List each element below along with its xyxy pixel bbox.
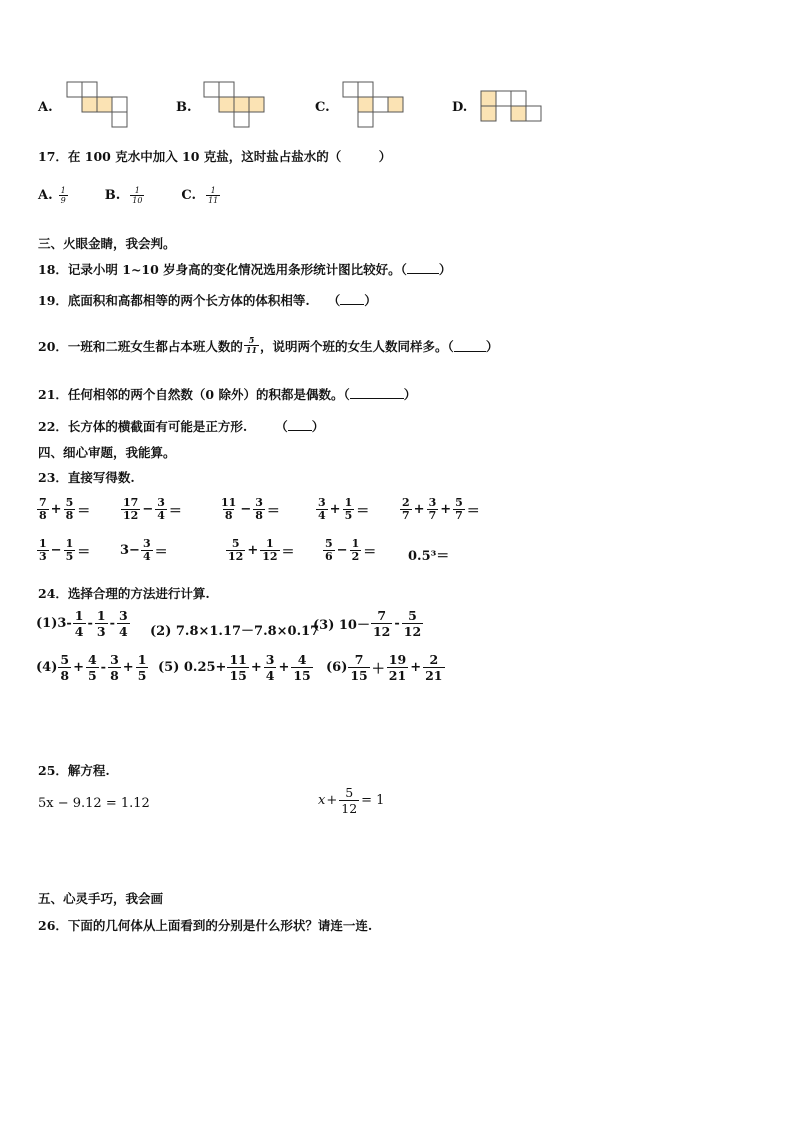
equation-1: 5x − 9.12 = 1.12 (38, 796, 150, 811)
section-3-heading: 三、火眼金睛，我会判。 (38, 236, 176, 251)
section-5-heading: 五、心灵手巧，我会画 (38, 891, 164, 906)
fraction: $\frac{7}{8}$ (39, 496, 47, 522)
question-20: 20．一班和二班女生都占本班人数的 $\frac{5}{11}$ ，说明两个班的女生人数同样多。（ ） (38, 335, 499, 355)
fraction: $\frac{7}{12}$ (372, 608, 391, 639)
fraction: $\frac{1}{4}$ (74, 608, 84, 639)
answer-blank-19[interactable] (340, 292, 364, 305)
fraction: $\frac{3}{4}$ (119, 608, 128, 639)
option-c-label: C. (315, 100, 330, 115)
q17-option-b-fraction: $\frac{1}{10}$ (132, 186, 143, 205)
fraction: $\frac{4}{15}$ (293, 652, 311, 683)
fraction: $\frac{11}{15}$ (229, 652, 247, 683)
q17-option-c-fraction: $\frac{1}{11}$ (208, 186, 219, 205)
fraction: $\frac{1}{5}$ (137, 652, 147, 683)
option-d-label: D. (452, 100, 468, 115)
answer-blank-21[interactable] (350, 386, 404, 399)
question-19-text: 19．底面积和高都相等的两个长方体的体积相等. (38, 293, 310, 308)
answer-blank-20[interactable] (454, 339, 486, 352)
fraction: $\frac{1}{3}$ (39, 537, 47, 563)
q23-item-1: $\frac{7}{8}$ + $\frac{5}{8}$ ＝ (39, 496, 91, 522)
fraction: $\frac{5}{12}$ (403, 608, 422, 639)
question-17-text: 17．在 100 克水中加入 10 克盐，这时盐占盐水的（ ） (38, 149, 392, 164)
fraction: $\frac{1}{3}$ (96, 608, 106, 639)
fraction: $\frac{11}{8}$ (221, 496, 237, 522)
option-a-label: A. (38, 100, 53, 115)
answer-blank-18[interactable] (407, 261, 439, 274)
net-a-figure (66, 81, 132, 131)
fraction: $\frac{7}{15}$ (350, 652, 368, 683)
question-22-text: 22．长方体的横截面有可能是正方形. (38, 419, 248, 434)
net-c-figure (342, 81, 408, 131)
question-18-text: 18．记录小明 1~10 岁身高的变化情况选用条形统计图比较好。（ (38, 262, 407, 277)
q17-option-a-label: A. (38, 188, 53, 203)
fraction: $\frac{17}{12}$ (123, 496, 139, 522)
fraction: $\frac{5}{7}$ (455, 496, 463, 522)
fraction: $\frac{3}{4}$ (157, 496, 165, 522)
question-23-title: 23．直接写得数. (38, 470, 135, 485)
q17-option-c-label: C. (181, 188, 197, 203)
net-d-figure (480, 90, 546, 126)
fraction: $\frac{3}{4}$ (318, 496, 326, 522)
q23-item-8: $\frac{5}{12}$ + $\frac{1}{12}$ ＝ (228, 537, 295, 563)
q24-problem-4: (4) $\frac{5}{8}$ + $\frac{4}{5}$ - $\frac{3}{8}$ + $\frac{1}{5}$ (36, 652, 147, 683)
fraction: $\frac{5}{8}$ (60, 652, 70, 683)
question-20-text: 20．一班和二班女生都占本班人数的 (38, 338, 243, 354)
q23-item-6: $\frac{1}{3}$ − $\frac{1}{5}$ ＝ (39, 537, 91, 563)
question-17-options (38, 186, 221, 205)
fraction: $\frac{5}{12}$ (341, 785, 358, 816)
question-25-title: 25．解方程. (38, 763, 110, 778)
q24-problem-1: (1)3- $\frac{1}{4}$ - $\frac{1}{3}$ - $\frac{3}{4}$ (36, 608, 128, 639)
fraction: $\frac{4}{5}$ (87, 652, 97, 683)
fraction: $\frac{3}{8}$ (110, 652, 119, 683)
q20-fraction: $\frac{5}{11}$ (245, 335, 258, 355)
q24-problem-5: (5) 0.25+ $\frac{11}{15}$ + $\frac{3}{4}$ + $\frac{4}{15}$ (158, 652, 311, 683)
fraction: $\frac{2}{21}$ (425, 652, 443, 683)
q23-item-3: $\frac{11}{8}$ − $\frac{3}{8}$ ＝ (221, 496, 280, 522)
question-21-text: 21．任何相邻的两个自然数（0 除外）的积都是偶数。（ (38, 387, 350, 402)
fraction: $\frac{1}{5}$ (65, 537, 74, 563)
q23-item-10: 0.5³＝ (408, 549, 450, 564)
fraction: $\frac{5}{8}$ (65, 496, 74, 522)
fraction: $\frac{1}{2}$ (351, 537, 360, 563)
fraction: $\frac{3}{8}$ (255, 496, 263, 522)
net-b-figure (203, 81, 269, 131)
question-18: 18．记录小明 1~10 岁身高的变化情况选用条形统计图比较好。（ ） (38, 262, 452, 277)
q23-item-5: $\frac{2}{7}$ + $\frac{3}{7}$ + $\frac{5}{7}$ ＝ (402, 496, 480, 522)
q17-option-b-label: B. (104, 188, 121, 203)
q24-problem-3: (3) 10－ $\frac{7}{12}$ - $\frac{5}{12}$ (313, 608, 422, 639)
fraction: $\frac{1}{5}$ (344, 496, 353, 522)
fraction: $\frac{5}{6}$ (325, 537, 333, 563)
question-19: 19．底面积和高都相等的两个长方体的体积相等. （ ） (38, 293, 377, 308)
q24-problem-6: (6) $\frac{7}{15}$ ＋ $\frac{19}{21}$ + $\frac{2}{21}$ (326, 652, 443, 683)
q23-item-7: 3− $\frac{3}{4}$ ＝ (120, 537, 168, 563)
q23-item-9: $\frac{5}{6}$ − $\frac{1}{2}$ ＝ (325, 537, 377, 563)
fraction: $\frac{5}{12}$ (228, 537, 244, 563)
fraction: $\frac{3}{4}$ (265, 652, 275, 683)
fraction: $\frac{2}{7}$ (402, 496, 410, 522)
question-26-text: 26．下面的几何体从上面看到的分别是什么形状？请连一连. (38, 918, 373, 933)
section-4-heading: 四、细心审题，我能算。 (38, 445, 176, 460)
question-24-title: 24．选择合理的方法进行计算. (38, 586, 210, 601)
q23-item-4: $\frac{3}{4}$ + $\frac{1}{5}$ ＝ (318, 496, 370, 522)
question-21: 21．任何相邻的两个自然数（0 除外）的积都是偶数。（ ） (38, 387, 417, 402)
q24-problem-2: (2) 7.8×1.17－7.8×0.17 (150, 624, 320, 639)
answer-blank-22[interactable] (288, 418, 312, 431)
q23-item-2: $\frac{17}{12}$ − $\frac{3}{4}$ ＝ (123, 496, 182, 522)
fraction: $\frac{19}{21}$ (388, 652, 407, 683)
equation-2: x + $\frac{5}{12}$ = 1 (318, 785, 385, 816)
question-22: 22．长方体的横截面有可能是正方形. （ ） (38, 419, 325, 434)
option-b-label: B. (176, 100, 192, 115)
fraction: $\frac{1}{12}$ (262, 537, 278, 563)
fraction: $\frac{3}{4}$ (142, 537, 151, 563)
fraction: $\frac{3}{7}$ (428, 496, 437, 522)
q17-option-a-fraction: $\frac{1}{9}$ (60, 186, 66, 205)
